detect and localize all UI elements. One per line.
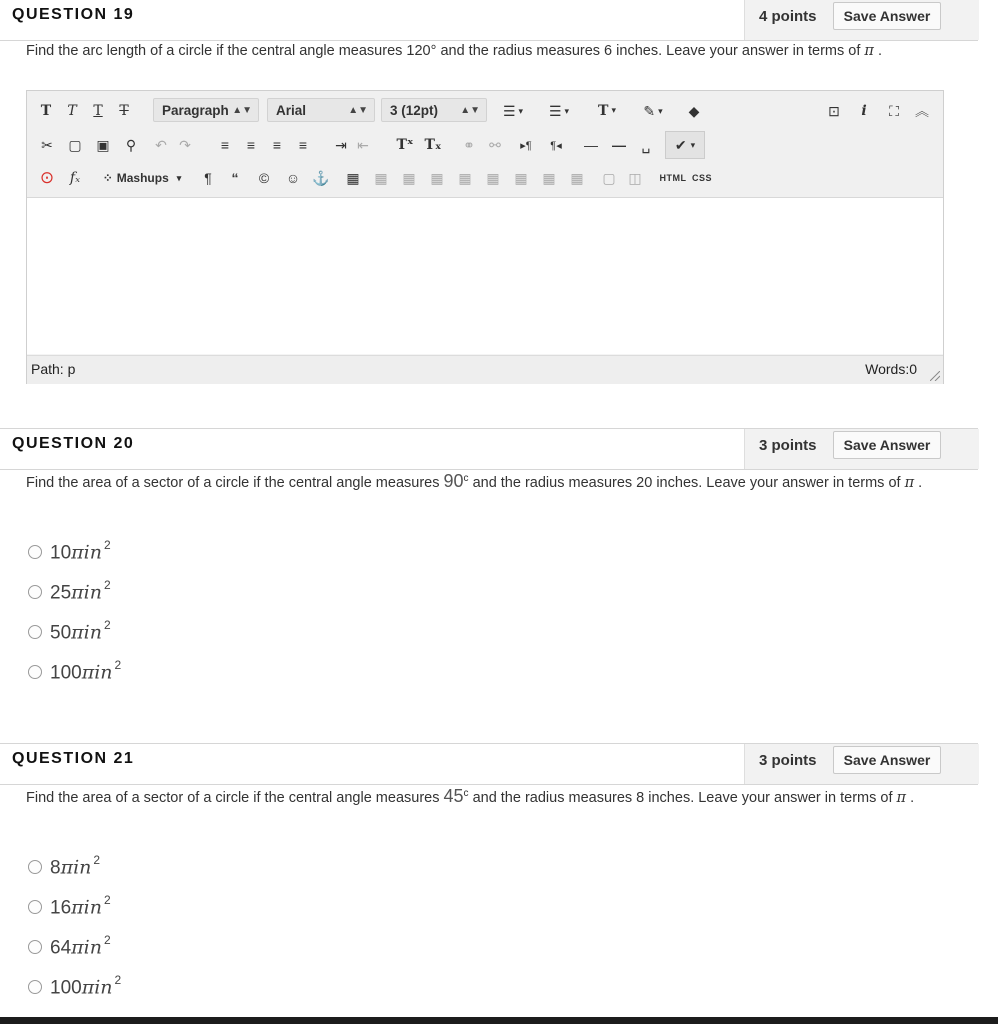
anchor-icon[interactable]: ⚓ [312, 169, 330, 186]
numbered-list-icon[interactable]: ☰ ▾ [548, 102, 570, 119]
redo-icon[interactable]: ↷ [179, 136, 191, 153]
undo-icon[interactable]: ↶ [155, 136, 167, 153]
ltr-icon[interactable]: ▸¶ [520, 139, 532, 152]
question-20-points-box [744, 429, 979, 469]
outdent-icon[interactable]: ⇤ [357, 136, 369, 153]
editor-toolbar [27, 91, 943, 198]
radio-button[interactable] [28, 625, 42, 639]
q21-choice-2[interactable]: 16πin $^2$ [28, 892, 111, 922]
align-right-icon[interactable]: ≡ [272, 137, 282, 153]
question-21-points: 3 points [759, 752, 817, 769]
question-19-points: 4 points [759, 8, 817, 25]
q20-choice-2[interactable]: 25πin $^2$ [28, 577, 111, 607]
question-21-save-button[interactable]: Save Answer [833, 746, 941, 774]
radio-button[interactable] [28, 585, 42, 599]
angle-value: 45 [443, 785, 464, 806]
question-21-header [0, 743, 978, 785]
font-select[interactable]: Arial ▲▼ [267, 98, 375, 122]
question-21-text: Find the area of a sector of a circle if the central angle measures 45$^c$ and the radius measures 8 inches. Leave your answer in terms of π . [26, 785, 915, 806]
align-left-icon[interactable]: ≡ [220, 137, 230, 153]
horizontal-rule-icon[interactable]: — [584, 137, 598, 153]
subscript-icon[interactable]: Tₓ [424, 137, 442, 153]
resize-grip-icon[interactable] [930, 371, 940, 381]
bottom-edge-bar [0, 1017, 998, 1024]
q20-choice-4[interactable]: 100πin $^2$ [28, 657, 121, 687]
q20-choice-1[interactable]: 10πin $^2$ [28, 537, 111, 567]
css-button[interactable]: CSS [691, 173, 712, 183]
table-split-icon[interactable]: ▢ [602, 169, 616, 186]
table-row-before-icon[interactable]: ▦ [374, 169, 388, 186]
q21-choice-4[interactable]: 100πin $^2$ [28, 972, 121, 1002]
link-icon[interactable]: ⚭ [463, 136, 475, 153]
table-delete-col-icon[interactable]: ▦ [514, 169, 528, 186]
question-20-title: QUESTION 20 [12, 435, 135, 452]
fullscreen-icon[interactable]: ⛶ [889, 102, 899, 119]
question-20-save-button[interactable]: Save Answer [833, 431, 941, 459]
emoticon-icon[interactable]: ☺ [285, 170, 301, 186]
nonbreaking-rule-icon[interactable]: — [612, 137, 626, 153]
table-props-icon[interactable]: ◫ [628, 169, 642, 186]
info-icon[interactable]: i [861, 103, 867, 119]
select-arrow-icon: ▲▼ [232, 105, 252, 116]
highlight-icon[interactable]: ✎ ▾ [643, 102, 663, 119]
unlink-icon[interactable]: ⚯ [489, 136, 501, 153]
mashups-icon: ⁘ [102, 171, 113, 185]
question-20-points: 3 points [759, 437, 817, 454]
bullet-list-icon[interactable]: ☰ ▾ [502, 102, 524, 119]
radio-button[interactable] [28, 900, 42, 914]
align-justify-icon[interactable]: ≡ [298, 137, 308, 153]
find-icon[interactable]: ⚲ [125, 136, 137, 153]
editor-text-area[interactable] [27, 198, 943, 354]
record-icon[interactable]: ⊙ [39, 168, 55, 187]
strikethrough-button[interactable]: T [119, 103, 129, 119]
radio-button[interactable] [28, 980, 42, 994]
table-col-after-icon[interactable]: ▦ [486, 169, 500, 186]
question-19-text: Find the arc length of a circle if the central angle measures 120° and the radius measures 6 inches. Leave your answer in terms of π . [26, 43, 882, 59]
align-center-icon[interactable]: ≡ [246, 137, 256, 153]
html-source-button[interactable]: HTML [659, 173, 687, 183]
radio-button[interactable] [28, 940, 42, 954]
table-icon[interactable]: ▦ [346, 169, 360, 186]
paste-icon[interactable]: ▣ [96, 136, 110, 153]
math-formula-icon[interactable]: fₓ [69, 170, 81, 186]
radio-button[interactable] [28, 545, 42, 559]
spellcheck-icon[interactable]: ✔ ▾ [665, 131, 705, 159]
radio-button[interactable] [28, 665, 42, 679]
q20-choice-3[interactable]: 50πin $^2$ [28, 617, 111, 647]
q21-choice-1[interactable]: 8πin $^2$ [28, 852, 100, 882]
question-19-header [0, 0, 978, 41]
rtl-icon[interactable]: ¶◂ [550, 139, 562, 152]
italic-button[interactable]: T [67, 103, 77, 119]
select-arrow-icon: ▲▼ [460, 105, 480, 116]
radio-button[interactable] [28, 860, 42, 874]
table-cell-props-icon[interactable]: ▦ [542, 169, 556, 186]
copyright-icon[interactable]: © [258, 170, 270, 186]
underline-button[interactable]: T [93, 103, 103, 119]
table-merge-icon[interactable]: ▦ [570, 169, 584, 186]
question-20-text: Find the area of a sector of a circle if the central angle measures 90$^c$ and the radius measures 20 inches. Leave your answer in terms of π . [26, 470, 923, 491]
select-arrow-icon: ▲▼ [348, 105, 368, 116]
bold-button[interactable]: T [40, 103, 52, 119]
table-delete-row-icon[interactable]: ▦ [430, 169, 444, 186]
preview-icon[interactable]: ⊡ [828, 102, 840, 119]
q21-choice-3[interactable]: 64πin $^2$ [28, 932, 111, 962]
space-icon[interactable]: ␣ [641, 136, 651, 153]
text-color-icon[interactable]: T ▾ [598, 103, 616, 119]
paragraph-select[interactable]: Paragraph ▲▼ [153, 98, 259, 122]
paragraph-mark-icon[interactable]: ¶ [204, 170, 212, 186]
superscript-icon[interactable]: Tˣ [396, 137, 414, 153]
table-row-after-icon[interactable]: ▦ [402, 169, 416, 186]
question-21-title: QUESTION 21 [12, 750, 135, 767]
angle-value: 90 [443, 470, 464, 491]
question-19-points-box [744, 0, 979, 40]
font-size-select[interactable]: 3 (12pt) ▲▼ [381, 98, 487, 122]
copy-icon[interactable]: ▢ [68, 136, 82, 153]
mashups-menu[interactable]: ⁘ Mashups ▾ [102, 171, 182, 185]
cut-icon[interactable]: ✂ [41, 136, 53, 153]
editor-path: Path: p [31, 361, 76, 377]
question-19-save-button[interactable]: Save Answer [833, 2, 941, 30]
question-20-header [0, 428, 978, 470]
table-col-before-icon[interactable]: ▦ [458, 169, 472, 186]
collapse-toolbar-icon[interactable]: ︽ [915, 103, 929, 119]
editor-status-bar [27, 355, 943, 384]
question-21-points-box [744, 744, 979, 784]
blockquote-icon[interactable]: “ [231, 170, 239, 186]
answer-editor [26, 90, 944, 384]
eraser-icon[interactable]: ◆ [688, 102, 700, 119]
word-count: Words:0 [865, 361, 917, 377]
indent-icon[interactable]: ⇥ [335, 136, 347, 153]
question-19-title: QUESTION 19 [12, 6, 135, 23]
